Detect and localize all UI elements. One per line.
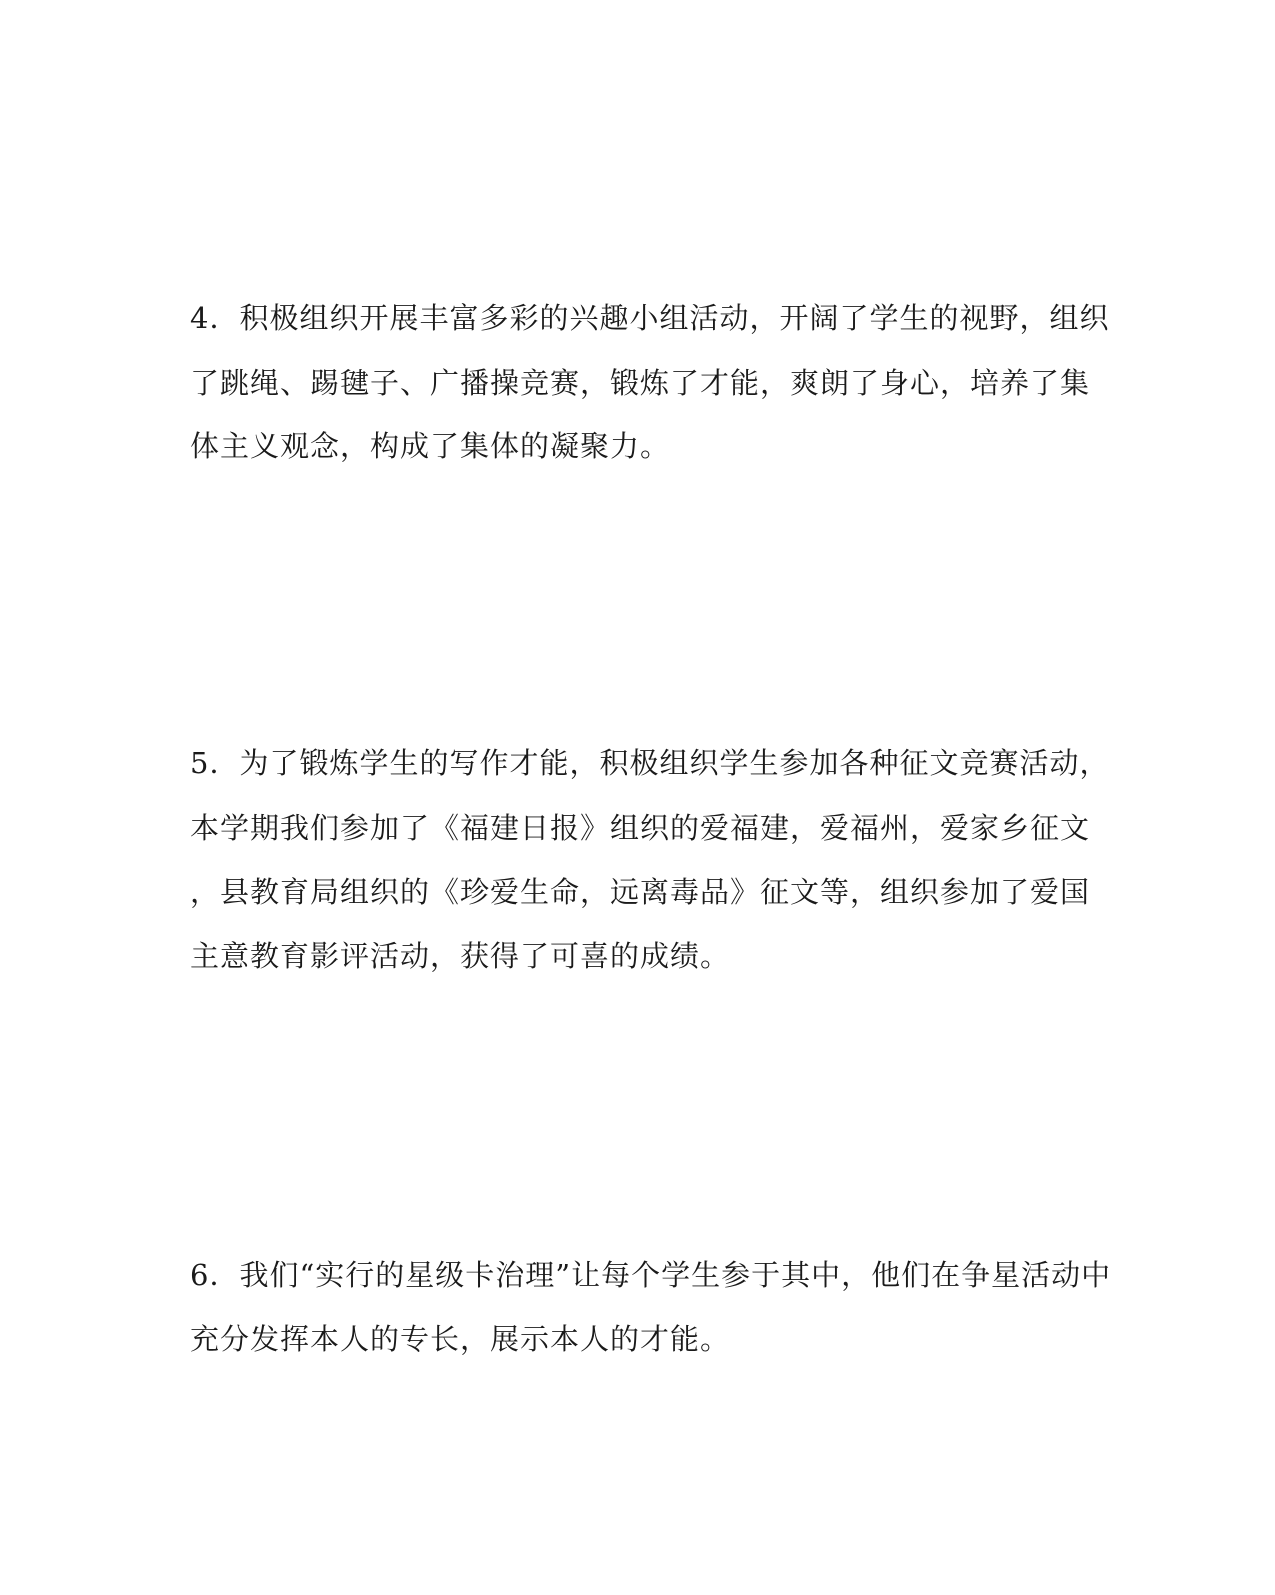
paragraph-line: 体主义观念，构成了集体的凝聚力。 — [190, 429, 671, 463]
paragraph-line: 了跳绳、踢毽子、广播操竞赛，锻炼了才能，爽朗了身心，培养了集 — [190, 366, 1091, 400]
paragraph-line: 5．为了锻炼学生的写作才能，积极组织学生参加各种征文竞赛活动， — [190, 746, 1110, 780]
paragraph-line: 6．我们“实行的星级卡治理”让每个学生参于其中，他们在争星活动中 — [190, 1258, 1112, 1292]
paragraph-line: 本学期我们参加了《福建日报》组织的爱福建，爱福州，爱家乡征文 — [190, 811, 1091, 845]
paragraph-line: ，县教育局组织的《珍爱生命，远离毒品》征文等，组织参加了爱国 — [190, 875, 1091, 909]
paragraph-line: 主意教育影评活动，获得了可喜的成绩。 — [190, 939, 731, 973]
paragraph-line: 充分发挥本人的专长，展示本人的才能。 — [190, 1322, 731, 1356]
paragraph-line: 4．积极组织开展丰富多彩的兴趣小组活动，开阔了学生的视野，组织 — [190, 301, 1110, 335]
